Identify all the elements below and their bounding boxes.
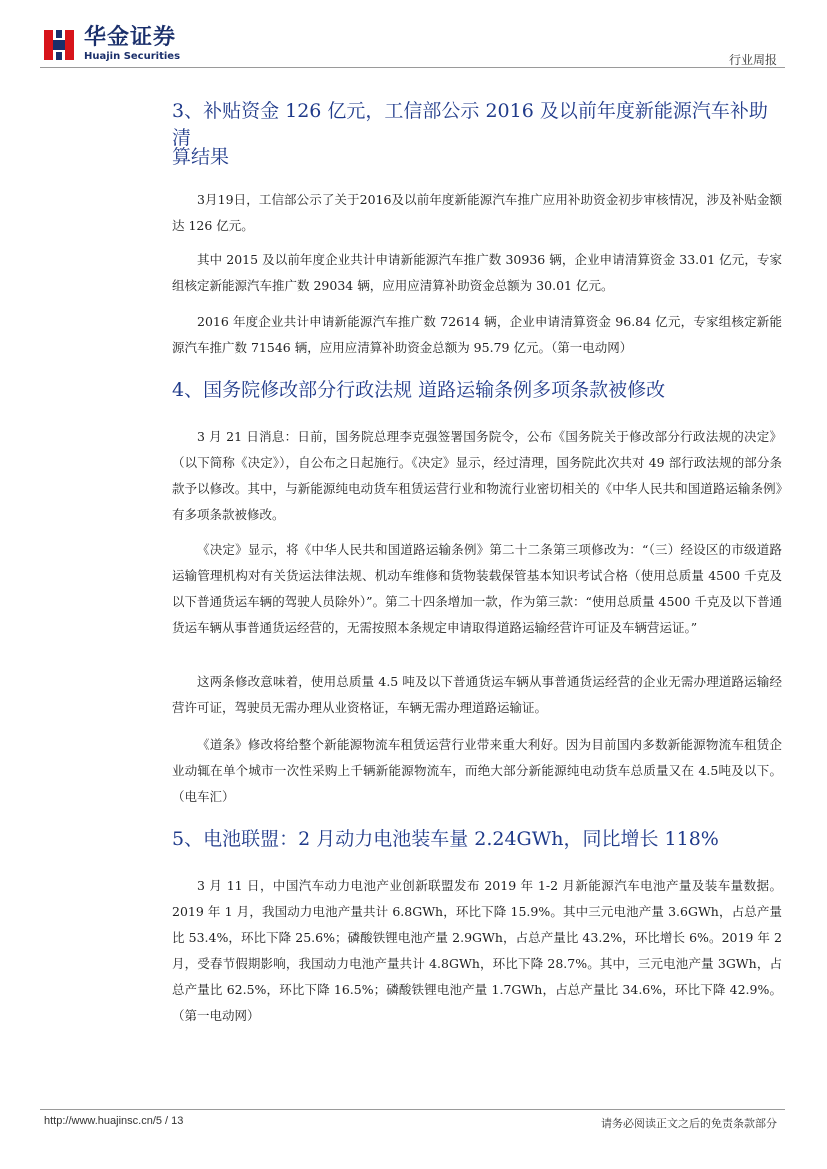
section-3-paragraph-2: 其中 2015 及以前年度企业共计申请新能源汽车推广数 30936 辆，企业申请清算资金 33.01 亿元，专家组核定新能源汽车推广数 29034 辆，应用应清算补助资金总额为 30.01 亿元。 — [172, 252, 782, 293]
section-5-title: 5、电池联盟：2 月动力电池装车量 2.24GWh，同比增长 118% — [172, 828, 719, 850]
section-4-paragraph-2: 《决定》显示，将《中华人民共和国道路运输条例》第二十二条第三项修改为：“（三）经设区的市级道路运输管理机构对有关货运法律法规、机动车维修和货物装载保管基本知识考试合格（使用总质量 4500 千克及以下普通货运车辆的驾驶人员除外）”。第二十四条增加一款，作为第三款：“使用总质量 4500 千克及以下普通货运车辆从事普通货运经营的，无需按照本条规定申请取得道路运输经营许可证及车辆营运证。” — [172, 542, 782, 635]
huajin-logo-icon — [44, 30, 74, 60]
section-4-paragraph-1: 3 月 21 日消息：日前，国务院总理李克强签署国务院令，公布《国务院关于修改部分行政法规的决定》（以下简称《决定》），自公布之日起施行。《决定》显示，经过清理，国务院此次共对 49 部行政法规的部分条款予以修改。其中，与新能源纯电动货车租赁运营行业和物流行业密切相关的《中华人民共和国道路运输条例》有多项条款被修改。 — [172, 429, 782, 522]
section-4-title: 4、国务院修改部分行政法规 道路运输条例多项条款被修改 — [172, 379, 666, 401]
report-type-label: 行业周报 — [728, 53, 777, 67]
section-3-title-line2: 算结果 — [172, 146, 230, 168]
section-5-paragraph-1: 3 月 11 日，中国汽车动力电池产业创新联盟发布 2019 年 1-2 月新能源汽车电池产量及装车量数据。2019 年 1 月，我国动力电池产量共计 6.8GWh，环比下降 15.9%。其中三元电池产量 3.6GWh，占总产量比 53.4%，环比下降 25.6%；磷酸铁锂电池产量 2.9GWh，占总产量比 43.2%，环比增长 6%。2019 年 2 月，受春节假期影响，我国动力电池产量共计 4.8GWh，环比下降 28.7%。其中，三元电池产量 3GWh，占总产量比 62.5%，环比下降 16.5%；磷酸铁锂电池产量 1.7GWh，占总产量比 34.6%，环比下降 42.9%。（第一电动网） — [172, 878, 782, 1023]
footer-url-page: http://www.huajinsc.cn/5 / 13 — [44, 1115, 184, 1127]
footer-disclaimer: 请务必阅读正文之后的免责条款部分 — [601, 1117, 777, 1130]
logo-text-cn: 华金证券 — [84, 25, 177, 50]
section-3-paragraph-3: 2016 年度企业共计申请新能源汽车推广数 72614 辆，企业申请清算资金 96.84 亿元，专家组核定新能源汽车推广数 71546 辆，应用应清算补助资金总额为 95.79 亿元。（第一电动网） — [172, 314, 782, 355]
section-4-paragraph-3: 这两条修改意味着，使用总质量 4.5 吨及以下普通货运车辆从事普通货运经营的企业无需办理道路运输经营许可证，驾驶员无需办理从业资格证，车辆无需办理道路运输证。 — [172, 674, 782, 715]
page-header — [0, 0, 827, 75]
section-4-paragraph-4: 《道条》修改将给整个新能源物流车租赁运营行业带来重大利好。因为目前国内多数新能源物流车租赁企业动辄在单个城市一次性采购上千辆新能源物流车，而绝大部分新能源纯电动货车总质量又在 4.5吨及以下。（电车汇） — [172, 737, 782, 804]
logo-text-en: Huajin Securities — [84, 51, 181, 62]
section-3-title-line1: 3、补贴资金 126 亿元，工信部公示 2016 及以前年度新能源汽车补助清 — [172, 100, 768, 149]
section-3-paragraph-1: 3月19日，工信部公示了关于2016及以前年度新能源汽车推广应用补助资金初步审核情况，涉及补贴金额达 126 亿元。 — [172, 192, 782, 233]
header-divider — [40, 67, 785, 68]
footer-divider — [40, 1109, 785, 1110]
